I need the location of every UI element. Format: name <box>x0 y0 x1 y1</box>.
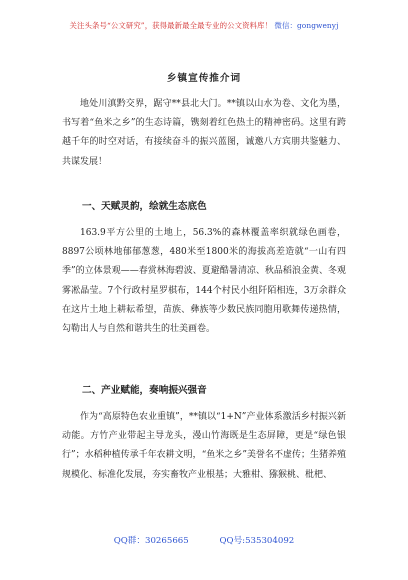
section1-heading: 一、天赋灵韵，绘就生态底色 <box>82 201 207 212</box>
footer-qq-group: QQ群：30265665 <box>113 536 189 546</box>
document-title: 乡镇宣传推介词 <box>166 73 242 84</box>
section2-heading: 二、产业赋能，奏响振兴强音 <box>82 385 207 396</box>
banner-promo-text: 关注头条号“公文研究”，获得最新最全最专业的公文资料库！ <box>69 21 273 30</box>
footer <box>0 534 408 546</box>
top-banner <box>0 20 408 31</box>
banner-wechat-text: 微信：gongwenyj <box>274 21 339 30</box>
intro-paragraph: 地处川滇黔交界，踞守**县北大门。**镇以山水为卷、文化为墨，书写着“鱼米之乡”的生态诗篇，镌刻着红色热土的精神密码。这里有跨越千年的时空对话，有接续奋斗的振兴蓝图，诚邀八方宾朋共鉴魅力、共谋发展！ <box>62 99 346 167</box>
section2-paragraph: 作为“高原特色农业重镇”，**镇以“1+N”产业体系激活乡村振兴新动能。方竹产业带起主导龙头，漫山竹海既是生态屏障，更是“绿色银行”；水稻种植传承千年农耕文明，“鱼米之乡”美誉名不虚传；生猪养殖规模化、标准化发展，夯实畜牧产业根基；大雅柑、猕猴桃、枇杷、 <box>62 412 346 480</box>
section1-paragraph: 163.9平方公里的土地上，56.3%的森林覆盖率织就绿色画卷，8897公顷林地郁郁葱葱，480米至1800米的海拔高差造就“一山有四季”的立体景观——春赏林海碧波、夏避酷暑清凉、秋品稻浪金黄、冬观雾凇晶莹。7个行政村星罗棋布，144个村民小组阡陌相连，3万余群众在这片土地上耕耘希望，苗族、彝族等少数民族同胞用歌舞传递热情，勾勒出人与自然和谐共生的壮美画卷。 <box>62 228 346 335</box>
footer-qq-number: QQ号:535304092 <box>219 536 295 546</box>
